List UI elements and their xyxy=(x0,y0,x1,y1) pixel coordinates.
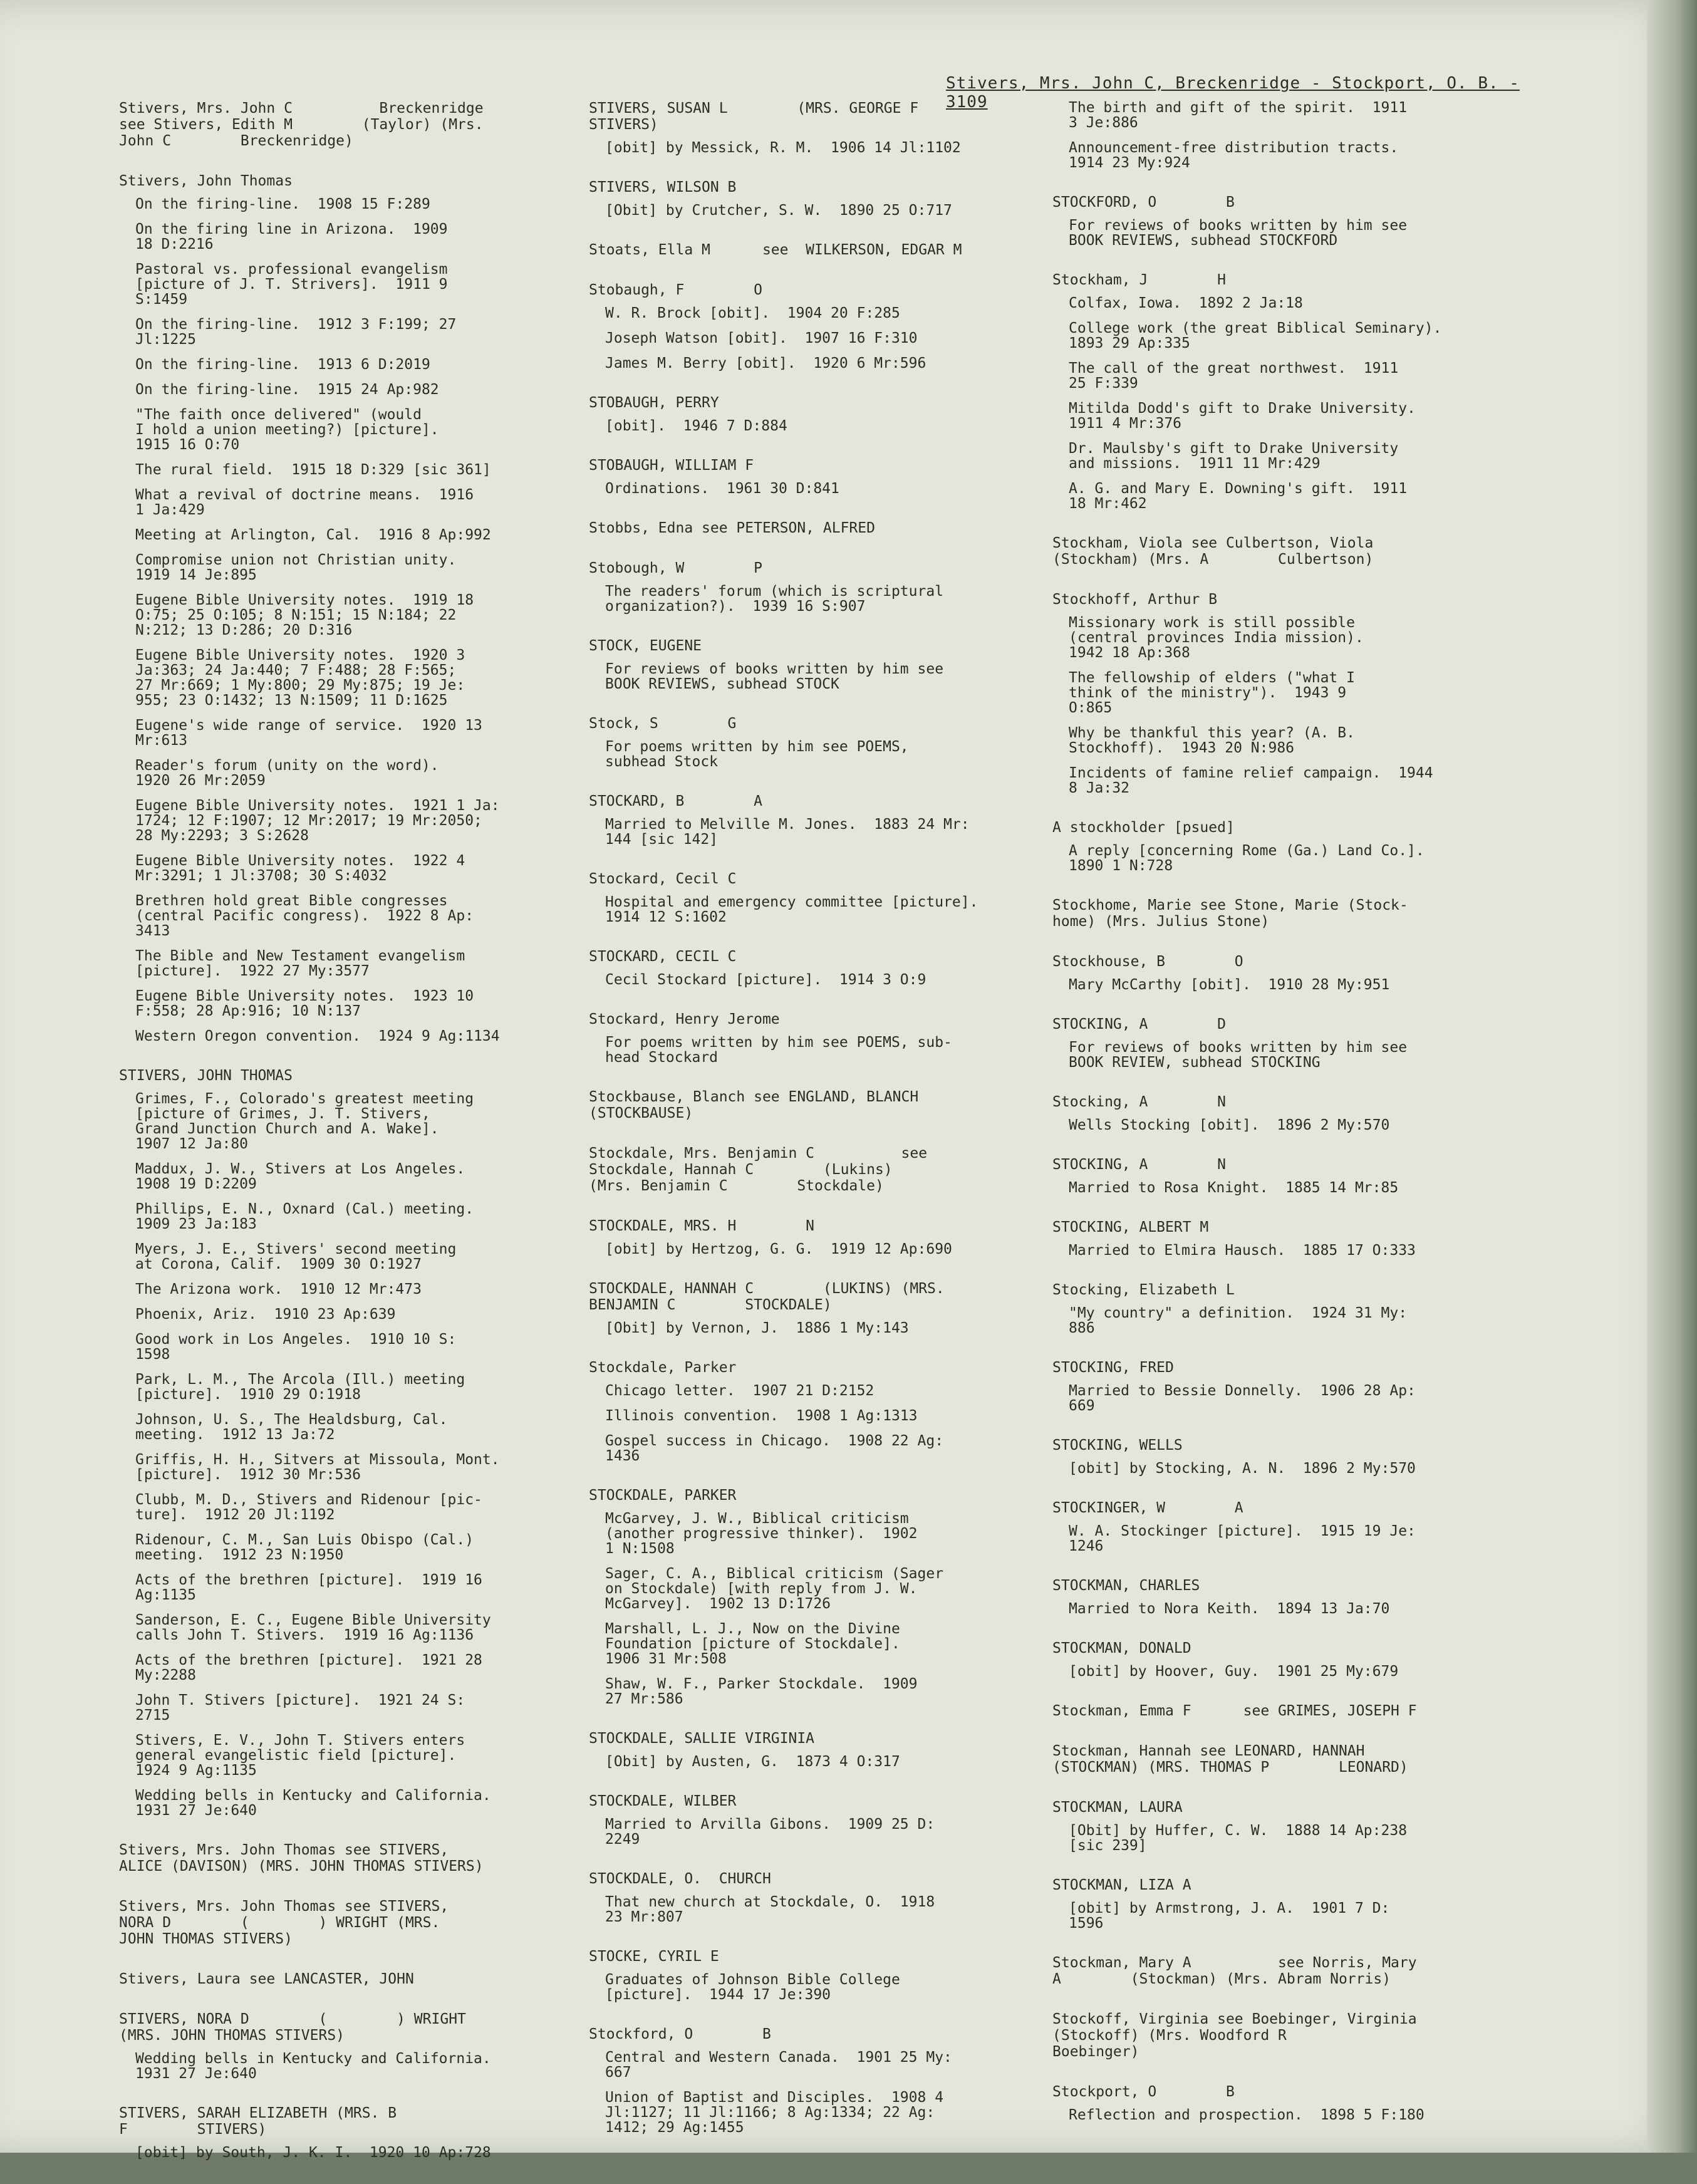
index-entry xyxy=(1052,2084,1554,2123)
index-entry xyxy=(589,1793,1065,1847)
entry-heading: Stockham, Viola see Culbertson, Viola (Stockham) (Mrs. A Culbertson) xyxy=(1052,535,1374,568)
citation: That new church at Stockdale, O. 1918 23 Mr:807 xyxy=(605,1894,935,1925)
entry-heading: Stock, S G xyxy=(589,715,737,732)
citation: Eugene Bible University notes. 1919 18 O:75; 25 O:105; 8 N:151; 15 N:184; 22 N:212; 13 D:286; 20 D:316 xyxy=(135,592,474,638)
entry-heading: Stockard, Cecil C xyxy=(589,871,737,887)
entry-heading: Stivers, John Thomas xyxy=(119,173,293,189)
citation: The call of the great northwest. 1911 25 F:339 xyxy=(1069,360,1399,392)
citation: W. A. Stockinger [picture]. 1915 19 Je: 1246 xyxy=(1069,1523,1416,1554)
index-entry xyxy=(1052,535,1554,568)
index-entry xyxy=(119,100,601,149)
citation: A. G. and Mary E. Downing's gift. 1911 18 Mr:462 xyxy=(1069,481,1408,512)
index-entry xyxy=(589,949,1065,987)
citation: McGarvey, J. W., Biblical criticism (another progressive thinker). 1902 1 N:1508 xyxy=(605,1511,918,1557)
column-1 xyxy=(119,100,601,2184)
entry-heading: STOCKARD, B A xyxy=(589,793,762,809)
index-entry xyxy=(1052,2011,1554,2060)
index-entry xyxy=(1052,1703,1554,1719)
entry-heading: Stockhoff, Arthur B xyxy=(1052,591,1218,608)
citation: Ordinations. 1961 30 D:841 xyxy=(605,481,839,497)
citation: On the firing-line. 1912 3 F:199; 27 Jl:1225 xyxy=(135,316,457,348)
entry-heading: STOCKMAN, DONALD xyxy=(1052,1640,1191,1656)
index-entry xyxy=(1052,1437,1554,1476)
index-entry xyxy=(589,1871,1065,1925)
entry-heading: Stockport, O B xyxy=(1052,2084,1235,2100)
entry-heading: STOCKING, A N xyxy=(1052,1157,1226,1173)
index-entry xyxy=(1052,1640,1554,1679)
citation: [obit] by Hoover, Guy. 1901 25 My:679 xyxy=(1069,1663,1399,1680)
index-entry xyxy=(1052,1016,1554,1070)
citation: Eugene Bible University notes. 1920 3 Ja:363; 24 Ja:440; 7 F:488; 28 F:565; 27 Mr:669; 1 My:800; 29 My:875; 19 Je: 955; 23 O:1432; 13 N:1509; 11 D:1625 xyxy=(135,647,465,709)
citation: Eugene Bible University notes. 1922 4 Mr:3291; 1 Jl:3708; 30 S:4032 xyxy=(135,853,465,884)
citation: On the firing-line. 1915 24 Ap:982 xyxy=(135,382,439,398)
citation: Gospel success in Chicago. 1908 22 Ag: 1436 xyxy=(605,1433,944,1464)
citation: [Obit] by Huffer, C. W. 1888 14 Ap:238 [sic 239] xyxy=(1069,1823,1408,1854)
citation: Mary McCarthy [obit]. 1910 28 My:951 xyxy=(1069,977,1390,993)
citation: The rural field. 1915 18 D:329 [sic 361] xyxy=(135,462,491,478)
index-entry xyxy=(1052,1094,1554,1133)
citation: Missionary work is still possible (central provinces India mission). 1942 18 Ap:368 xyxy=(1069,615,1364,661)
entry-heading: STOCKDALE, O. CHURCH xyxy=(589,1871,771,1887)
entry-heading: Stoats, Ella M see WILKERSON, EDGAR M xyxy=(589,242,962,258)
citation: Eugene Bible University notes. 1923 10 F:558; 28 Ap:916; 10 N:137 xyxy=(135,988,474,1019)
citation: Eugene's wide range of service. 1920 13 Mr:613 xyxy=(135,717,482,749)
citation: Meeting at Arlington, Cal. 1916 8 Ap:992 xyxy=(135,527,491,543)
citation: Phillips, E. N., Oxnard (Cal.) meeting. 1909 23 Ja:183 xyxy=(135,1201,474,1232)
column-3 xyxy=(1052,100,1554,2146)
citation: The fellowship of elders ("what I think of the ministry"). 1943 9 O:865 xyxy=(1069,670,1355,716)
citation: Maddux, J. W., Stivers at Los Angeles. 1908 19 D:2209 xyxy=(135,1161,465,1192)
citation: For poems written by him see POEMS, sub- head Stockard xyxy=(605,1034,952,1066)
entry-heading: Stivers, Mrs. John C Breckenridge see Stivers, Edith M (Taylor) (Mrs. John C Breckenridge) xyxy=(119,100,484,149)
entry-heading: A stockholder [psued] xyxy=(1052,819,1235,836)
index-entry xyxy=(1052,1219,1554,1258)
index-entry xyxy=(589,638,1065,692)
citation: On the firing-line. 1908 15 F:289 xyxy=(135,196,430,212)
citation: Western Oregon convention. 1924 9 Ag:1134 xyxy=(135,1028,500,1044)
citation: For reviews of books written by him see BOOK REVIEWS, subhead STOCKFORD xyxy=(1069,217,1408,249)
citation: Myers, J. E., Stivers' second meeting at Corona, Calif. 1909 30 O:1927 xyxy=(135,1241,457,1272)
citation: Compromise union not Christian unity. 1919 14 Je:895 xyxy=(135,552,457,583)
citation: On the firing-line. 1913 6 D:2019 xyxy=(135,356,430,373)
entry-heading: STOCKMAN, LAURA xyxy=(1052,1799,1183,1816)
citation: Incidents of famine relief campaign. 1944 8 Ja:32 xyxy=(1069,765,1433,796)
entry-heading: STOCKE, CYRIL E xyxy=(589,1948,719,1965)
citation: "The faith once delivered" (would I hold a union meeting?) [picture]. 1915 16 O:70 xyxy=(135,407,439,453)
citation: Married to Rosa Knight. 1885 14 Mr:85 xyxy=(1069,1180,1399,1196)
index-entry xyxy=(589,2026,1065,2135)
citation: Married to Nora Keith. 1894 13 Ja:70 xyxy=(1069,1601,1390,1617)
citation: Acts of the brethren [picture]. 1919 16 Ag:1135 xyxy=(135,1572,482,1603)
index-entry xyxy=(119,2105,601,2160)
index-entry xyxy=(589,395,1065,434)
citation: Wells Stocking [obit]. 1896 2 My:570 xyxy=(1069,1117,1390,1133)
citation: Married to Melville M. Jones. 1883 24 Mr: 144 [sic 142] xyxy=(605,816,970,848)
entry-heading: STIVERS, WILSON B xyxy=(589,179,737,195)
citation: Ridenour, C. M., San Luis Obispo (Cal.) meeting. 1912 23 N:1950 xyxy=(135,1532,474,1563)
citation: Mitilda Dodd's gift to Drake University. 1911 4 Mr:376 xyxy=(1069,400,1416,432)
entry-heading: Stobaugh, F O xyxy=(589,282,762,298)
citation: Grimes, F., Colorado's greatest meeting [picture of Grimes, J. T. Stivers, Grand Junction Church and A. Wake]. 1907 12 Ja:80 xyxy=(135,1091,474,1152)
citation: For reviews of books written by him see BOOK REVIEWS, subhead STOCK xyxy=(605,661,944,692)
entry-heading: Stobbs, Edna see PETERSON, ALFRED xyxy=(589,520,875,536)
entry-heading: STOCKDALE, HANNAH C (LUKINS) (MRS. BENJAMIN C STOCKDALE) xyxy=(589,1281,945,1313)
index-entry xyxy=(589,793,1065,847)
entry-heading: Stockbause, Blanch see ENGLAND, BLANCH (STOCKBAUSE) xyxy=(589,1089,919,1121)
citation: [Obit] by Austen, G. 1873 4 O:317 xyxy=(605,1754,900,1770)
entry-heading: STOBAUGH, PERRY xyxy=(589,395,719,411)
entry-heading: STOCKING, FRED xyxy=(1052,1360,1174,1376)
index-entry xyxy=(589,282,1065,371)
citation: Reader's forum (unity on the word). 1920 26 Mr:2059 xyxy=(135,757,439,789)
index-entry xyxy=(589,715,1065,769)
index-entry xyxy=(1052,819,1554,873)
citation: The Bible and New Testament evangelism [picture]. 1922 27 My:3577 xyxy=(135,948,465,979)
index-entry xyxy=(1052,194,1554,248)
citation: [obit] by Armstrong, J. A. 1901 7 D: 1596 xyxy=(1069,1900,1390,1932)
index-entry xyxy=(1052,1955,1554,1987)
entry-heading: Stockman, Emma F see GRIMES, JOSEPH F xyxy=(1052,1703,1417,1719)
citation: Illinois convention. 1908 1 Ag:1313 xyxy=(605,1408,918,1424)
index-entry xyxy=(1052,1578,1554,1616)
entry-heading: STOCK, EUGENE xyxy=(589,638,702,654)
index-entry xyxy=(1052,1743,1554,1776)
page-edge xyxy=(1647,0,1697,2153)
citation: For poems written by him see POEMS, subhead Stock xyxy=(605,739,909,770)
index-entry xyxy=(1052,1799,1554,1853)
citation: [obit] by South, J. K. I. 1920 10 Ap:728 xyxy=(135,2145,491,2161)
citation: [obit] by Hertzog, G. G. 1919 12 Ap:690 xyxy=(605,1241,952,1257)
entry-heading: Stocking, A N xyxy=(1052,1094,1226,1110)
citation: The birth and gift of the spirit. 1911 3 Je:886 xyxy=(1069,100,1408,131)
citation: Reflection and prospection. 1898 5 F:180 xyxy=(1069,2107,1425,2123)
entry-heading: STOCKARD, CECIL C xyxy=(589,949,737,965)
citation: What a revival of doctrine means. 1916 1 Ja:429 xyxy=(135,487,474,518)
index-entry xyxy=(1052,897,1554,930)
index-entry xyxy=(1052,1360,1554,1413)
entry-heading: STOCKDALE, MRS. H N xyxy=(589,1218,815,1234)
entry-heading: Stivers, Mrs. John Thomas see STIVERS, NORA D ( ) WRIGHT (MRS. JOHN THOMAS STIVERS) xyxy=(119,1898,449,1947)
entry-heading: Stockhome, Marie see Stone, Marie (Stock- home) (Mrs. Julius Stone) xyxy=(1052,897,1408,930)
citation: Graduates of Johnson Bible College [picture]. 1944 17 Je:390 xyxy=(605,1972,900,2003)
entry-heading: STIVERS, JOHN THOMAS xyxy=(119,1068,293,1084)
citation: [obit]. 1946 7 D:884 xyxy=(605,418,787,434)
citation: [obit] by Stocking, A. N. 1896 2 My:570 xyxy=(1069,1460,1416,1477)
citation: Good work in Los Angeles. 1910 10 S: 1598 xyxy=(135,1331,457,1363)
entry-heading: Stockard, Henry Jerome xyxy=(589,1011,780,1027)
entry-heading: Stockman, Hannah see LEONARD, HANNAH (STOCKMAN) (MRS. THOMAS P LEONARD) xyxy=(1052,1743,1408,1776)
citation: Eugene Bible University notes. 1921 1 Ja: 1724; 12 F:1907; 12 Mr:2017; 19 Mr:2050; 28 My:2293; 3 S:2628 xyxy=(135,798,500,844)
entry-heading: STOCKING, WELLS xyxy=(1052,1437,1183,1453)
citation: Sager, C. A., Biblical criticism (Sager on Stockdale) [with reply from J. W. McGarvey]. 1902 13 D:1726 xyxy=(605,1566,944,1612)
entry-heading: Stockford, O B xyxy=(589,2026,771,2042)
entry-heading: Stockhouse, B O xyxy=(1052,954,1243,970)
index-entry xyxy=(1052,100,1554,170)
index-entry xyxy=(589,560,1065,614)
entry-heading: STOCKMAN, LIZA A xyxy=(1052,1877,1191,1893)
citation: [obit] by Messick, R. M. 1906 14 Jl:1102 xyxy=(605,140,961,156)
index-entry xyxy=(589,1089,1065,1121)
index-entry xyxy=(589,520,1065,536)
citation: Wedding bells in Kentucky and California. 1931 27 Je:640 xyxy=(135,2051,491,2082)
index-entry xyxy=(119,2011,601,2081)
citation: Brethren hold great Bible congresses (central Pacific congress). 1922 8 Ap: 3413 xyxy=(135,893,474,939)
citation: Cecil Stockard [picture]. 1914 3 O:9 xyxy=(605,972,926,988)
index-entry xyxy=(1052,272,1554,511)
citation: Married to Arvilla Gibons. 1909 25 D: 2249 xyxy=(605,1816,935,1848)
citation: Colfax, Iowa. 1892 2 Ja:18 xyxy=(1069,295,1303,311)
index-entry xyxy=(589,242,1065,258)
citation: Union of Baptist and Disciples. 1908 4 Jl:1127; 11 Jl:1166; 8 Ag:1334; 22 Ag: 1412; 29 Ag:1455 xyxy=(605,2089,944,2136)
citation: Park, L. M., The Arcola (Ill.) meeting [picture]. 1910 29 O:1918 xyxy=(135,1371,465,1403)
index-entry xyxy=(119,1971,601,1987)
citation: Griffis, H. H., Sitvers at Missoula, Mont. [picture]. 1912 30 Mr:536 xyxy=(135,1452,500,1483)
entry-heading: STOCKDALE, SALLIE VIRGINIA xyxy=(589,1730,815,1747)
index-entry xyxy=(119,173,601,1044)
index-entry xyxy=(119,1068,601,1818)
entry-heading: STOCKFORD, O B xyxy=(1052,194,1235,211)
citation: The Arizona work. 1910 12 Mr:473 xyxy=(135,1281,422,1297)
entry-heading: Stockdale, Parker xyxy=(589,1360,737,1376)
citation: Acts of the brethren [picture]. 1921 28 My:2288 xyxy=(135,1652,482,1683)
index-entry xyxy=(589,1487,1065,1707)
entry-heading: Stockoff, Virginia see Boebinger, Virginia (Stockoff) (Mrs. Woodford R Boebinger) xyxy=(1052,2011,1417,2060)
entry-heading: Stobough, W P xyxy=(589,560,762,576)
index-entry xyxy=(589,100,1065,155)
index-entry xyxy=(1052,1500,1554,1554)
entry-heading: STIVERS, SARAH ELIZABETH (MRS. B F STIVERS) xyxy=(119,2105,397,2138)
citation: Chicago letter. 1907 21 D:2152 xyxy=(605,1383,874,1399)
entry-heading: STOCKING, A D xyxy=(1052,1016,1226,1032)
citation: Announcement-free distribution tracts. 1914 23 My:924 xyxy=(1069,140,1399,171)
citation: Wedding bells in Kentucky and California. 1931 27 Je:640 xyxy=(135,1787,491,1819)
citation: The readers' forum (which is scriptural organization?). 1939 16 S:907 xyxy=(605,583,944,615)
citation: "My country" a definition. 1924 31 My: 886 xyxy=(1069,1305,1408,1336)
index-entry xyxy=(1052,954,1554,992)
citation: For reviews of books written by him see BOOK REVIEW, subhead STOCKING xyxy=(1069,1039,1408,1071)
index-entry xyxy=(589,1145,1065,1194)
entry-heading: Stockman, Mary A see Norris, Mary A (Stockman) (Mrs. Abram Norris) xyxy=(1052,1955,1417,1987)
index-entry xyxy=(1052,1282,1554,1336)
citation: A reply [concerning Rome (Ga.) Land Co.]. 1890 1 N:728 xyxy=(1069,843,1425,874)
citation: College work (the great Biblical Seminary). 1893 29 Ap:335 xyxy=(1069,320,1442,351)
citation: W. R. Brock [obit]. 1904 20 F:285 xyxy=(605,305,900,321)
citation: Joseph Watson [obit]. 1907 16 F:310 xyxy=(605,330,918,346)
citation: Why be thankful this year? (A. B. Stockhoff). 1943 20 N:986 xyxy=(1069,725,1355,756)
index-entry xyxy=(589,871,1065,925)
index-entry xyxy=(1052,1157,1554,1195)
citation: John T. Stivers [picture]. 1921 24 S: 2715 xyxy=(135,1692,465,1724)
entry-heading: STIVERS, SUSAN L (MRS. GEORGE F STIVERS) xyxy=(589,100,919,133)
entry-heading: Stocking, Elizabeth L xyxy=(1052,1282,1235,1298)
citation: Johnson, U. S., The Healdsburg, Cal. meeting. 1912 13 Ja:72 xyxy=(135,1412,448,1443)
entry-heading: STOCKMAN, CHARLES xyxy=(1052,1578,1200,1594)
citation: On the firing line in Arizona. 1909 18 D:2216 xyxy=(135,221,448,252)
index-entry xyxy=(119,1842,601,1875)
entry-heading: Stockham, J H xyxy=(1052,272,1226,288)
index-entry xyxy=(119,1898,601,1947)
citation: Stivers, E. V., John T. Stivers enters general evangelistic field [picture]. 1924 9 Ag:1135 xyxy=(135,1732,465,1779)
index-entry xyxy=(1052,591,1554,796)
citation: Shaw, W. F., Parker Stockdale. 1909 27 Mr:586 xyxy=(605,1676,918,1707)
index-entry xyxy=(589,179,1065,218)
entry-heading: STOCKDALE, PARKER xyxy=(589,1487,737,1504)
index-entry xyxy=(1052,1877,1554,1931)
index-entry xyxy=(589,1011,1065,1065)
citation: [Obit] by Crutcher, S. W. 1890 25 O:717 xyxy=(605,202,952,219)
index-entry xyxy=(589,1218,1065,1257)
entry-heading: STOCKING, ALBERT M xyxy=(1052,1219,1209,1235)
citation: Married to Elmira Hausch. 1885 17 O:333 xyxy=(1069,1242,1416,1259)
citation: Marshall, L. J., Now on the Divine Foundation [picture of Stockdale]. 1906 31 Mr:508 xyxy=(605,1621,900,1667)
entry-heading: Stivers, Laura see LANCASTER, JOHN xyxy=(119,1971,414,1987)
index-entry xyxy=(589,1730,1065,1769)
index-entry xyxy=(589,1948,1065,2002)
citation: Sanderson, E. C., Eugene Bible University calls John T. Stivers. 1919 16 Ag:1136 xyxy=(135,1612,491,1643)
entry-heading: Stockdale, Mrs. Benjamin C see Stockdale, Hannah C (Lukins) (Mrs. Benjamin C Stockdale) xyxy=(589,1145,928,1194)
entry-heading: Stivers, Mrs. John Thomas see STIVERS, ALICE (DAVISON) (MRS. JOHN THOMAS STIVERS) xyxy=(119,1842,484,1875)
entry-heading: STOCKINGER, W A xyxy=(1052,1500,1243,1516)
citation: Dr. Maulsby's gift to Drake University and missions. 1911 11 Mr:429 xyxy=(1069,440,1399,472)
column-2 xyxy=(589,100,1065,2159)
index-entry xyxy=(589,457,1065,496)
index-entry xyxy=(589,1281,1065,1336)
running-head: Stivers, Mrs. John C, Breckenridge - Stockport, O. B. - 3109 xyxy=(946,74,1520,112)
entry-heading: STOBAUGH, WILLIAM F xyxy=(589,457,754,474)
citation: Clubb, M. D., Stivers and Ridenour [pic- ture]. 1912 20 Jl:1192 xyxy=(135,1492,482,1523)
citation: Hospital and emergency committee [picture]. 1914 12 S:1602 xyxy=(605,894,978,925)
citation: Pastoral vs. professional evangelism [picture of J. T. Strivers]. 1911 9 S:1459 xyxy=(135,261,448,308)
citation: Phoenix, Ariz. 1910 23 Ap:639 xyxy=(135,1306,396,1323)
index-entry xyxy=(589,1360,1065,1464)
citation: James M. Berry [obit]. 1920 6 Mr:596 xyxy=(605,355,926,372)
citation: Central and Western Canada. 1901 25 My: 667 xyxy=(605,2049,952,2081)
citation: Married to Bessie Donnelly. 1906 28 Ap: 669 xyxy=(1069,1383,1416,1414)
entry-heading: STIVERS, NORA D ( ) WRIGHT (MRS. JOHN THOMAS STIVERS) xyxy=(119,2011,466,2044)
entry-heading: STOCKDALE, WILBER xyxy=(589,1793,737,1809)
citation: [Obit] by Vernon, J. 1886 1 My:143 xyxy=(605,1320,909,1336)
